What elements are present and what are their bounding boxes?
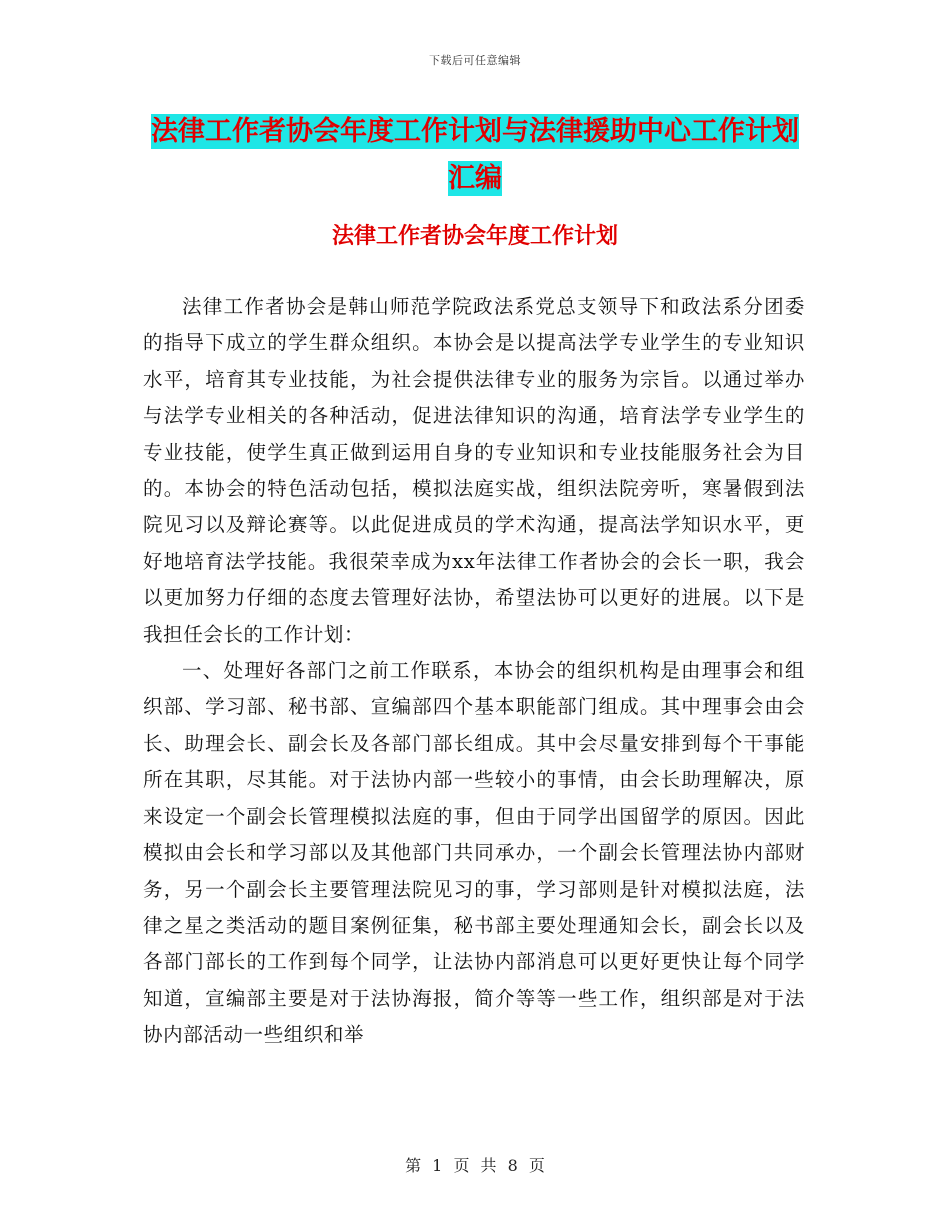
document-title [140,108,810,202]
page-number: 第 1 页 共 8 页 [405,1156,545,1175]
paragraph-item-1: 一、处理好各部门之前工作联系，本协会的组织机构是由理事会和组织部、学习部、秘书部、宣编部四个基本职能部门组成。其中理事会由会长、助理会长、副会长及各部门部长组成。其中会尽量安排到每个干事能所在其职，尽其能。对于法协内部一些较小的事情，由会长助理解决，原来设定一个副会长管理模拟法庭的事，但由于同学出国留学的原因。因此模拟由会长和学习部以及其他部门共同承办，一个副会长管理法协内部财务，另一个副会长主要管理法院见习的事，学习部则是针对模拟法庭，法律之星之类活动的题目案例征集，秘书部主要处理通知会长，副会长以及各部门部长的工作到每个同学，让法协内部消息可以更好更快让每个同学知道，宣编部主要是对于法协海报，简介等等一些工作，组织部是对于法协内部活动一些组织和举 [143,659,805,1047]
paragraph-intro: 法律工作者协会是韩山师范学院政法系党总支领导下和政法系分团委的指导下成立的学生群众组织。本协会是以提高法学专业学生的专业知识水平，培育其专业技能，为社会提供法律专业的服务为宗旨。以通过举办与法学专业相关的各种活动，促进法律知识的沟通，培育法学专业学生的专业技能，使学生真正做到运用自身的专业知识和专业技能服务社会为目的。本协会的特色活动包括，模拟法庭实战，组织法院旁听，寒暑假到法院见习以及辩论赛等。以此促进成员的学术沟通，提高法学知识水平，更好地培育法学技能。我很荣幸成为xx年法律工作者协会的会长一职，我会以更加努力仔细的态度去管理好法协，希望法协可以更好的进展。以下是我担任会长的工作计划： [143,295,805,646]
header-note: 下载后可任意编辑 [429,54,521,67]
body-text [143,289,805,1054]
section-title: 法律工作者协会年度工作计划 [331,224,618,249]
document-title-text: 法律工作者协会年度工作计划与法律援助中心工作计划汇编 [151,116,799,194]
